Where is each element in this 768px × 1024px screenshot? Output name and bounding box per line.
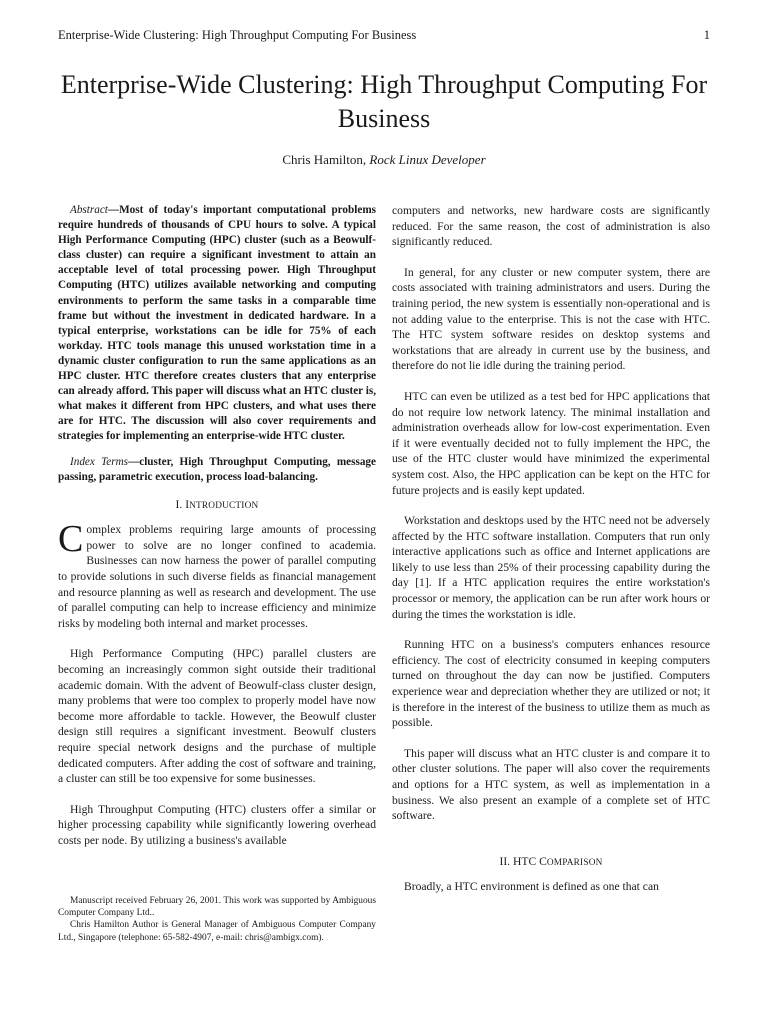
- left-column: [58, 203, 376, 849]
- section-title-initial: HTC C: [512, 854, 547, 868]
- section-numeral: II.: [499, 854, 511, 868]
- right-paragraph-2: HTC can even be utilized as a test bed for HPC applications that do not require low network latency. The minimal installation and administration overheads allow for low-cost experimentation. Even if it were eventually decided not to fully implement the HPC, the use of the HTC cluster would have minimized the experimental system cost. Also, the HPC application can be kept on the HTC for future projects and is easily kept updated.: [392, 389, 710, 497]
- intro-paragraph-1-text: omplex problems requiring large amounts of processing power to solve are no longer confined to academia. Businesses can now harness the power of parallel computing to provide solutions in such diverse fields as financial management and resource planning as well as research and development. The use of parallel computing can help to increase efficiency and minimize risks by modeling both internal and market processes.: [58, 523, 376, 630]
- section-heading-htc-comparison: [392, 854, 710, 872]
- section-heading-introduction: [58, 497, 376, 515]
- footnote-manuscript: Manuscript received February 26, 2001. This work was supported by Ambiguous Computer Company Ltd..: [58, 896, 376, 919]
- section-title-initial: I: [185, 497, 190, 511]
- intro-paragraph-3: High Throughput Computing (HTC) clusters offer a similar or higher processing capability while significantly lowering overhead costs per node. By utilizing a business's available: [58, 802, 376, 847]
- intro-paragraph-2: High Performance Computing (HPC) parallel clusters are becoming an increasingly common sight outside their traditional academic domain. With the advent of Beowulf-class cluster design, many problems that were too complex to properly model have now become more affordable to tackle. However, the Beowulf cluster design still requires a significant investment. Beowulf clusters require special network designs and the purchase of multiple dedicated computers. After adding the cost of software and training, a cluster can still be too expensive for some businesses.: [58, 647, 376, 786]
- abstract-text: —Most of today's important computational problems require hundreds of thousands of CPU hours to solve. A typical High Performance Computing (HPC) cluster (such as a Beowulf-class cluster) can require a significant investment to attain an acceptable level of total processing power. High Throughput Computing (HTC) utilizes available networking and computing environments to perform the same tasks in a comparable time frame but without the investment in dedicated hardware. In a typical enterprise, workstations can be idle for 75% of each workday. HTC tools manage this unused workstation time in a dynamic cluster configuration to run the same applications as an HPC cluster. HTC therefore creates clusters that any enterprise can already afford. This paper will discuss what an HTC cluster is, what makes it different from HPC clusters, and what uses there are for HTC. The discussion will also cover requirements and strategies for implementing an enterprise-wide HTC cluster.: [58, 204, 376, 443]
- footnote-author: Chris Hamilton Author is General Manager of Ambiguous Computer Company Ltd., Singapore (telephone: 65-582-4907, e-mail: chris@ambigx.com).: [58, 920, 376, 943]
- drop-cap: C: [58, 518, 84, 561]
- byline: [58, 152, 710, 168]
- page-number: 1: [703, 28, 710, 42]
- section-title-rest: NTRODUCTION: [189, 500, 259, 511]
- paper-title: Enterprise-Wide Clustering: High Throughput Computing For Business: [60, 70, 708, 133]
- section-title-rest: OMPARISON: [546, 857, 603, 868]
- section-numeral: I.: [175, 497, 183, 511]
- abstract-label: Abstract: [70, 204, 108, 216]
- author-affiliation: Rock Linux Developer: [369, 152, 486, 167]
- index-terms-text: —cluster, High Throughput Computing, message passing, parametric execution, process load-balancing.: [58, 455, 376, 483]
- right-paragraph-1: In general, for any cluster or new computer system, there are costs associated with training administrators and users. During the training period, the new system is essentially non-operational and is not adding value to the enterprise. This is not the case with HTC. The HTC system software resides on desktop systems and workstations that are already in current use by the business, and therefore do not lie idle during the training period.: [392, 265, 710, 373]
- right-paragraph-4: Running HTC on a business's computers enhances resource efficiency. The cost of electricity consumed in keeping computers turned on throughout the day can now be justified. Computers experience wear and depreciation whether they are utilized or not; it is therefore in the interest of the business to utilize them as much as possible.: [392, 638, 710, 730]
- right-paragraph-continued: computers and networks, new hardware costs are significantly reduced. For the same reason, the cost of administration is also significantly reduced.: [392, 204, 710, 249]
- index-terms: [58, 455, 376, 485]
- right-paragraph-3: Workstation and desktops used by the HTC need not be adversely affected by the HTC software installation. Computers that run only interactive applications such as office and Internet applications are likely to use less than 25% of their processing capability during the day [1]. If a HTC application requires the entire workstation's processor or memory, the application can be run after work hours or during the times the workstation is idle.: [392, 514, 710, 621]
- footnotes: [58, 895, 376, 944]
- abstract: [58, 203, 376, 445]
- author-name: Chris Hamilton,: [282, 152, 367, 167]
- comparison-paragraph-1: Broadly, a HTC environment is defined as one that can: [404, 880, 659, 894]
- right-paragraph-5: This paper will discuss what an HTC cluster is and compare it to other cluster solutions. The paper will also cover the requirements and options for a HTC system, as well as implementation in a business. We also present an example of a complete set of HTC software.: [392, 746, 710, 823]
- index-terms-label: Index Terms: [70, 455, 129, 468]
- running-header: Enterprise-Wide Clustering: High Throughput Computing For Business: [58, 28, 417, 42]
- intro-paragraph-1: [58, 518, 376, 631]
- right-column: [392, 203, 710, 895]
